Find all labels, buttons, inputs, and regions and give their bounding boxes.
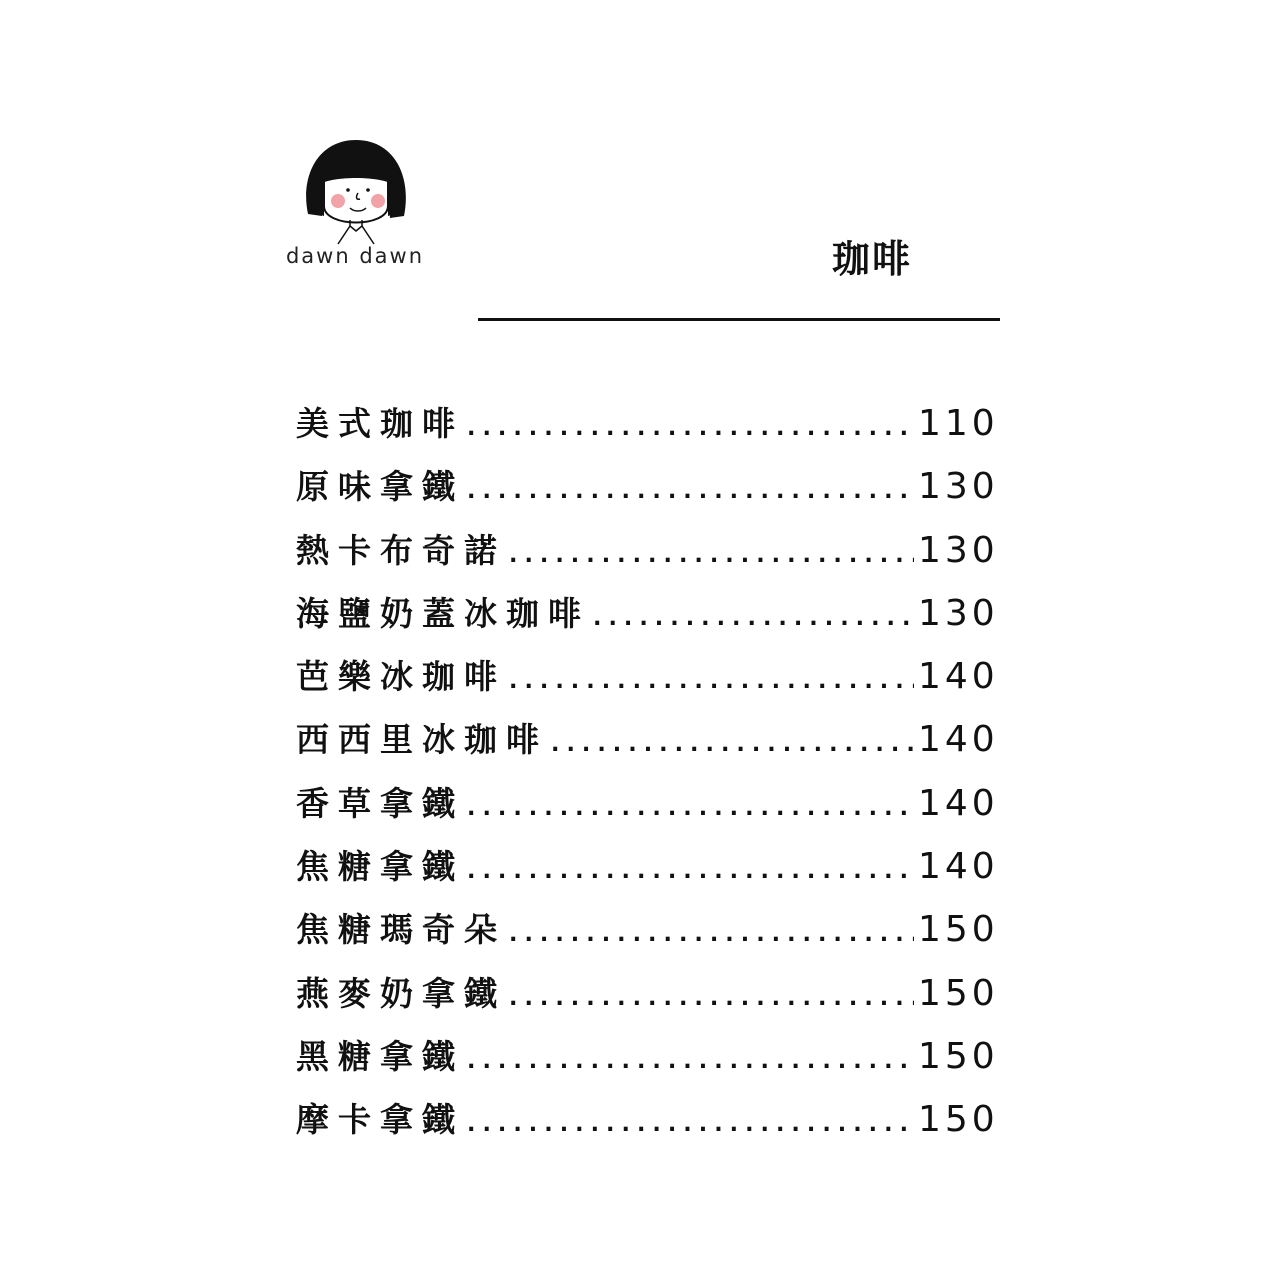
item-price: 150: [918, 1099, 999, 1141]
menu-item: [296, 904, 999, 967]
dot-leader: [506, 666, 914, 694]
dot-leader: [506, 919, 914, 947]
dot-leader: [464, 856, 914, 884]
item-name: 摩卡拿鐵: [296, 1100, 464, 1140]
item-price: 150: [918, 1035, 999, 1077]
item-name: 海鹽奶蓋冰珈啡: [296, 593, 590, 633]
item-name: 美式珈啡: [296, 404, 464, 443]
menu-item: [296, 525, 999, 588]
menu-item: [296, 461, 999, 524]
menu-item: [296, 841, 999, 904]
menu-item: [296, 1094, 999, 1157]
item-price: 150: [918, 909, 999, 951]
dot-leader: [464, 793, 914, 821]
item-name: 芭樂冰珈啡: [296, 657, 506, 697]
item-price: 130: [918, 466, 999, 508]
menu-item: [296, 588, 999, 651]
item-name: 黑糖拿鐵: [296, 1036, 464, 1076]
item-price: 130: [918, 592, 999, 634]
item-name: 香草拿鐵: [296, 783, 464, 823]
dot-leader: [464, 476, 914, 504]
brand-name: dawn dawn: [285, 244, 425, 268]
menu-item: [296, 1031, 999, 1094]
item-price: 140: [918, 656, 999, 698]
item-price: 130: [918, 529, 999, 571]
dot-leader: [548, 729, 914, 757]
menu-item: [296, 968, 999, 1031]
menu-item: [296, 778, 999, 841]
menu-item: [296, 714, 999, 777]
item-price: 140: [918, 846, 999, 888]
item-price: 110: [918, 403, 999, 444]
item-name: 焦糖瑪奇朵: [296, 910, 506, 950]
dot-leader: [506, 983, 914, 1011]
item-price: 140: [918, 719, 999, 761]
category-title: 珈啡: [832, 237, 913, 281]
item-price: 150: [918, 972, 999, 1014]
brand-logo: [280, 132, 430, 277]
item-name: 焦糖拿鐵: [296, 847, 464, 887]
menu-list: [296, 398, 999, 1158]
dot-leader: [464, 413, 914, 441]
dot-leader: [464, 1109, 914, 1137]
item-name: 西西里冰珈啡: [296, 720, 548, 760]
menu-item: [296, 398, 999, 461]
title-divider: [478, 318, 1000, 321]
item-name: 原味拿鐵: [296, 467, 464, 507]
girl-face-icon: [298, 136, 414, 246]
item-price: 140: [918, 782, 999, 824]
dot-leader: [506, 540, 914, 568]
item-name: 熱卡布奇諾: [296, 530, 506, 570]
item-name: 燕麥奶拿鐵: [296, 973, 506, 1013]
dot-leader: [590, 603, 914, 631]
dot-leader: [464, 1046, 914, 1074]
menu-item: [296, 651, 999, 714]
